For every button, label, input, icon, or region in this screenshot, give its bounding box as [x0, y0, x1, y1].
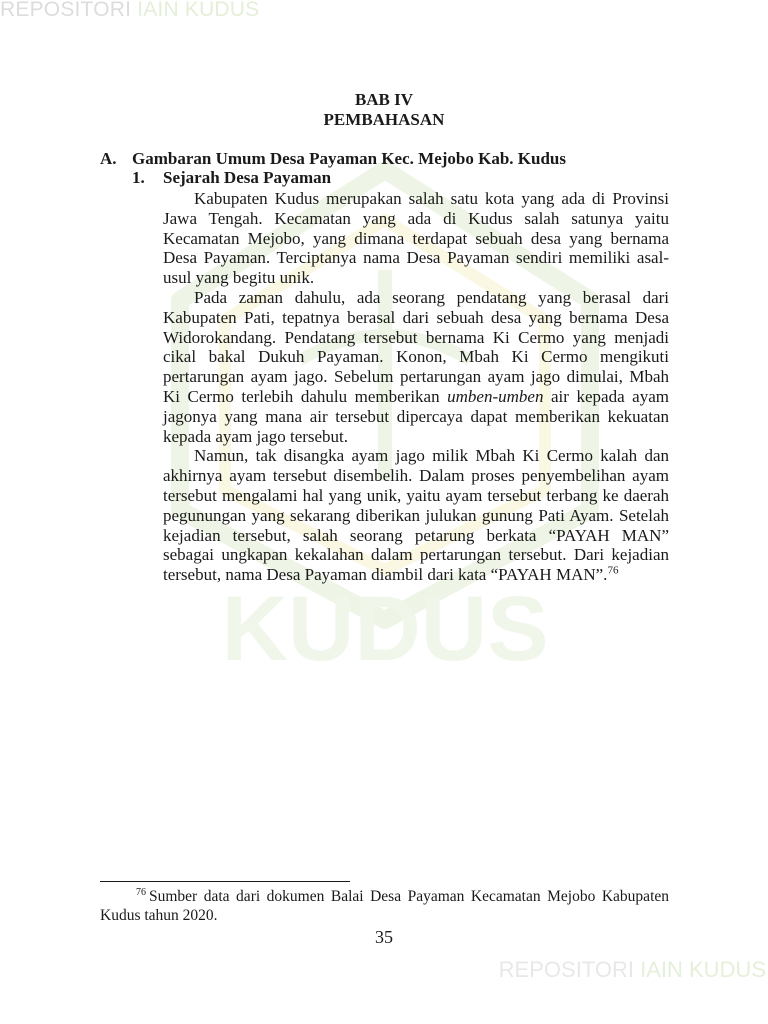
paragraph-3-text: Namun, tak disangka ayam jago milik Mbah Ki Cermo kalah dan akhirnya ayam tersebut disembelih. Dalam proses penyembelihan ayam tersebut mengalami hal yang unik, yaitu ayam tersebut terbang ke daerah pegunungan yang sekarang diberikan julukan gunung Pati Ayam. Setelah kejadian tersebut, salah seorang petarung berkata “PAYAH MAN” sebagai ungkapan kekalahan dalam pertarungan tersebut. Dari kejadian tersebut, nama Desa Payaman diambil dari kata “PAYAH MAN”. [163, 446, 669, 585]
footnote-divider [100, 881, 350, 882]
body-text [163, 189, 669, 585]
paragraph-2-emphasis: umben-umben [447, 386, 544, 406]
subsection-1-heading [132, 168, 331, 188]
section-a-heading [100, 149, 566, 169]
watermark-bottom-iain-kudus: IAIN KUDUS [640, 957, 766, 982]
logo-wordmark: KUDUS [221, 578, 549, 680]
subsection-1-title: Sejarah Desa Payaman [163, 168, 332, 187]
paragraph-2-part-b: air kepada ayam jagonya yang mana air tersebut dipercaya dapat memberikan kekuatan kepada ayam jago tersebut. [163, 386, 669, 446]
subsection-1-marker: 1. [132, 168, 145, 187]
paragraph-2-part-a: Pada zaman dahulu, ada seorang pendatang yang berasal dari Kabupaten Pati, tepatnya berasal dari sebuah desa yang bernama Desa Widorokandang. Pendatang tersebut bernama Ki Cermo yang menjadi cikal bakal Dukuh Payaman. Konon, Mbah Ki Cermo mengikuti pertarungan ayam jago. Sebelum pertarungan ayam jago dimulai, Mbah Ki Cermo terlebih dahulu memberikan [163, 287, 669, 406]
paragraph-2 [163, 288, 669, 446]
section-a-title: Gambaran Umum Desa Payaman Kec. Mejobo Kab. Kudus [132, 149, 566, 168]
watermark-top [0, 0, 259, 22]
chapter-title: PEMBAHASAN [323, 110, 445, 129]
footnote-reference: 76 [607, 564, 619, 577]
watermark-top-repositori: REPOSITORI [0, 0, 138, 21]
watermark-top-iain-kudus: IAIN KUDUS [137, 0, 260, 21]
paragraph-3 [163, 446, 669, 585]
watermark-bottom [499, 957, 766, 983]
page-number: 35 [375, 927, 393, 947]
chapter-number: BAB IV [354, 90, 414, 109]
footnote [100, 887, 669, 925]
watermark-bottom-repositori: REPOSITORI [498, 957, 641, 982]
footnote-text: Sumber data dari dokumen Balai Desa Payaman Kecamatan Mejobo Kabupaten Kudus tahun 2020. [100, 888, 669, 924]
footnote-number: 76 [136, 886, 146, 898]
section-a-marker: A. [100, 149, 117, 168]
paragraph-1: Kabupaten Kudus merupakan salah satu kota yang ada di Provinsi Jawa Tengah. Kecamatan yang ada di Kudus salah satunya yaitu Kecamatan Mejobo, yang dimana terdapat sebuah desa yang bernama Desa Payaman. Terciptanya nama Desa Payaman sendiri memiliki asal-usul yang begitu unik. [163, 189, 669, 288]
